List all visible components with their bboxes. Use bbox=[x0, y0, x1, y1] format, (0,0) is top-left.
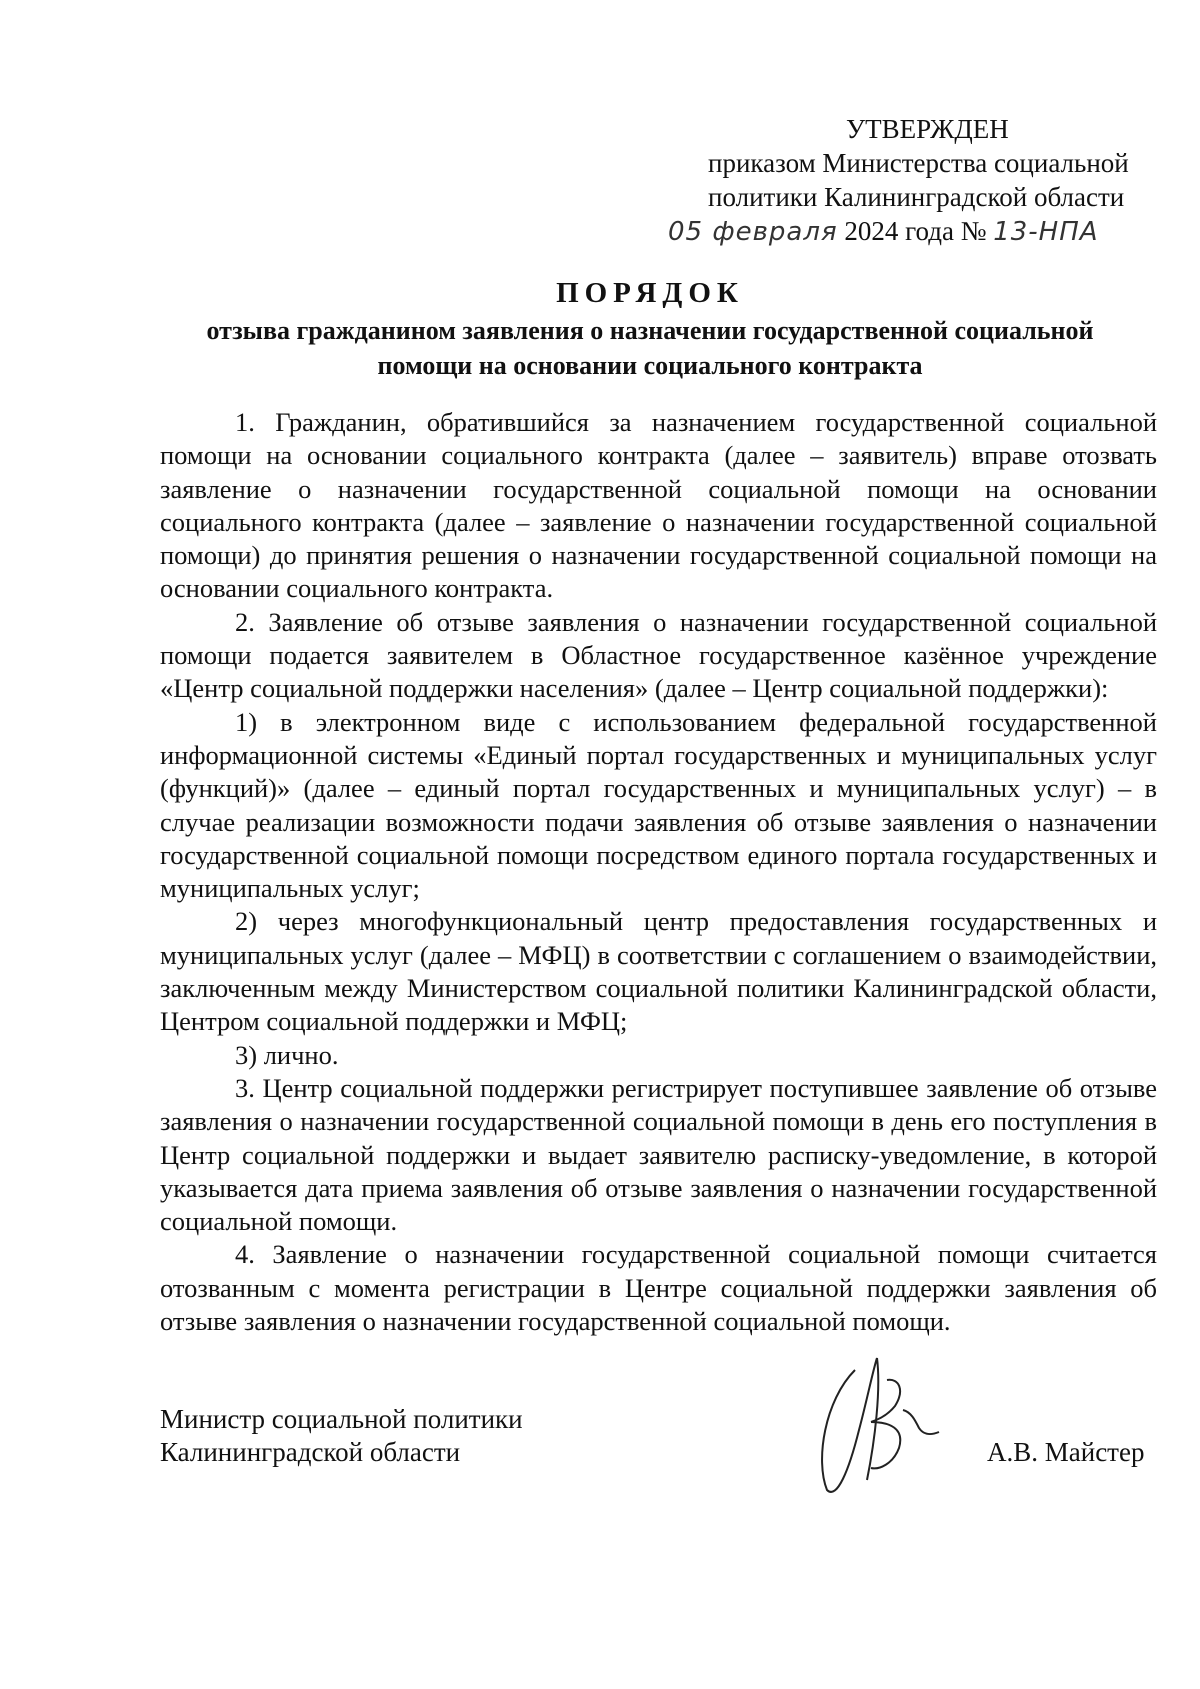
handwritten-signature bbox=[815, 1350, 945, 1500]
paragraph-2-item-2: 2) через многофункциональный центр предоставления государственных и муниципальных услуг (далее – МФЦ) в соответствии с соглашением о взаимодействии, заключенным между Министерством социальной политики Калининградской области, Центром социальной поддержки и МФЦ; bbox=[160, 906, 1157, 1037]
approval-heading: УТВЕРЖДЕН bbox=[846, 114, 1009, 144]
paragraph-2: 2. Заявление об отзыве заявления о назначении государственной социальной помощи подается заявителем в Областное государственное казённое учреждение «Центр социальной поддержки населения» (далее – Центр социальной поддержки): bbox=[160, 606, 1157, 704]
position-line-1: Министр социальной политики bbox=[160, 1404, 523, 1434]
document-body bbox=[160, 406, 1157, 1338]
signatory-name: А.В. Майстер bbox=[987, 1437, 1145, 1467]
signatory-position bbox=[160, 1403, 523, 1469]
paragraph-1: 1. Гражданин, обратившийся за назначением государственной социальной помощи на основании социального контракта (далее – заявитель) вправе отозвать заявление о назначении государственной социальной помощи на основании социального контракта (далее – заявление о назначении государственной социальной помощи) до принятия решения о назначении государственной социальной помощи на основании социального контракта. bbox=[160, 407, 1157, 604]
paragraph-2-item-1: 1) в электронном виде с использованием федеральной государственной информационной системы «Единый портал государственных и муниципальных услуг (функций)» (далее – единый портал государственных и муниципальных услуг) – в случае реализации возможности подачи заявления об отзыве заявления о назначении государственной социальной помощи посредством единого портала государственных и муниципальных услуг; bbox=[160, 706, 1157, 904]
position-line-2: Калининградской области bbox=[160, 1437, 461, 1467]
approval-block bbox=[668, 112, 1148, 249]
paragraph-3: 3. Центр социальной поддержки регистрирует поступившее заявление об отзыве заявления о назначении государственной социальной помощи в день его поступления в Центр социальной поддержки и выдает заявителю расписку-уведомление, в которой указывается дата приема заявления об отзыве заявления о назначении государственной социальной помощи. bbox=[160, 1072, 1157, 1237]
title-sub-2: помощи на основании социального контракта bbox=[377, 351, 923, 380]
printed-date: 2024 года № bbox=[844, 216, 987, 246]
paragraph-4: 4. Заявление о назначении государственной социальной помощи считается отозванным с момента регистрации в Центре социальной поддержки заявления об отзыве заявления о назначении государственной социальной помощи. bbox=[160, 1239, 1157, 1337]
paragraph-2-item-3: 3) лично. bbox=[235, 1039, 339, 1070]
handwritten-date: 05 февраля bbox=[668, 217, 838, 247]
approval-line-1: приказом Министерства социальной bbox=[708, 148, 1129, 178]
document-title bbox=[140, 273, 1160, 383]
approval-line-2: политики Калининградской области bbox=[708, 182, 1125, 212]
handwritten-number: 13-НПА bbox=[993, 217, 1099, 247]
title-main: ПОРЯДОК bbox=[556, 277, 744, 309]
title-sub-1: отзыва гражданином заявления о назначении государственной социальной bbox=[206, 316, 1094, 345]
approval-date-line bbox=[668, 214, 1148, 249]
